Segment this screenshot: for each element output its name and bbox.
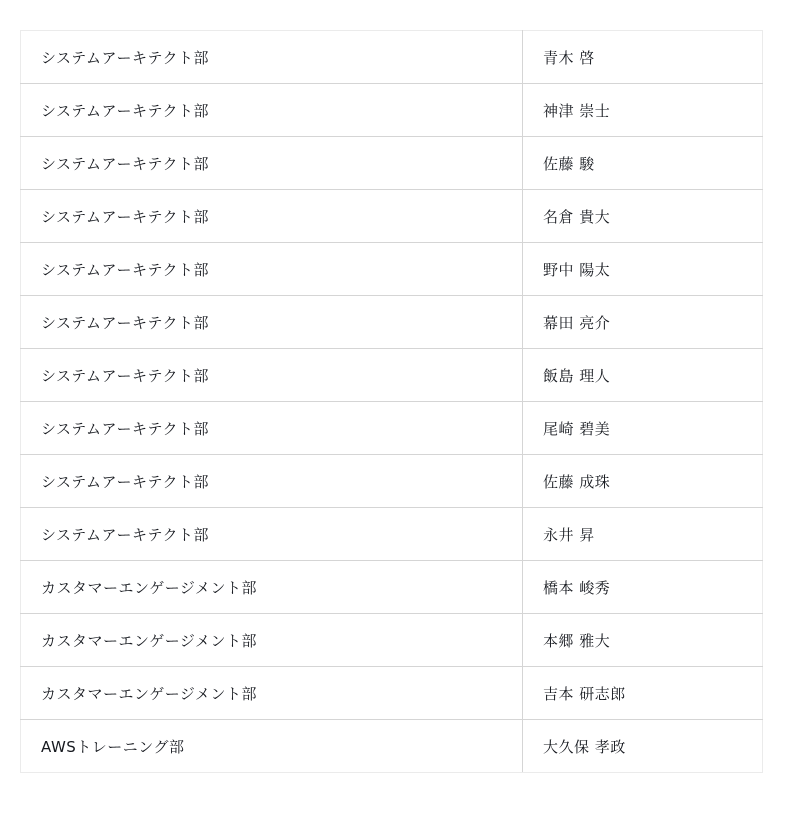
table-row <box>21 296 763 349</box>
member-name-cell: 永井 昇 <box>523 508 763 561</box>
member-name-cell: 尾崎 碧美 <box>523 402 763 455</box>
department-cell: システムアーキテクト部 <box>21 455 523 508</box>
table-row <box>21 508 763 561</box>
member-name-cell: 吉本 研志郎 <box>523 667 763 720</box>
member-name-cell: 神津 崇士 <box>523 84 763 137</box>
department-cell: システムアーキテクト部 <box>21 137 523 190</box>
member-name-cell: 大久保 孝政 <box>523 720 763 773</box>
member-name-cell: 幕田 亮介 <box>523 296 763 349</box>
table-row <box>21 455 763 508</box>
member-name-cell: 名倉 貴大 <box>523 190 763 243</box>
member-name-cell: 野中 陽太 <box>523 243 763 296</box>
member-name-cell: 佐藤 駿 <box>523 137 763 190</box>
table-row <box>21 190 763 243</box>
department-cell: システムアーキテクト部 <box>21 31 523 84</box>
department-cell: システムアーキテクト部 <box>21 296 523 349</box>
table-row <box>21 243 763 296</box>
department-cell: システムアーキテクト部 <box>21 84 523 137</box>
table-row <box>21 137 763 190</box>
department-cell: カスタマーエンゲージメント部 <box>21 561 523 614</box>
table-row <box>21 667 763 720</box>
department-cell: カスタマーエンゲージメント部 <box>21 614 523 667</box>
department-cell: システムアーキテクト部 <box>21 243 523 296</box>
member-name-cell: 本郷 雅大 <box>523 614 763 667</box>
table-row <box>21 614 763 667</box>
table-row <box>21 402 763 455</box>
table-row <box>21 31 763 84</box>
member-name-cell: 橋本 峻秀 <box>523 561 763 614</box>
table-row <box>21 349 763 402</box>
department-cell: システムアーキテクト部 <box>21 402 523 455</box>
department-cell: システムアーキテクト部 <box>21 190 523 243</box>
department-cell: システムアーキテクト部 <box>21 508 523 561</box>
member-name-cell: 青木 啓 <box>523 31 763 84</box>
member-name-cell: 佐藤 成珠 <box>523 455 763 508</box>
department-cell: システムアーキテクト部 <box>21 349 523 402</box>
table-row <box>21 720 763 773</box>
member-table <box>20 30 763 773</box>
member-table-body <box>21 31 763 773</box>
department-cell: AWSトレーニング部 <box>21 720 523 773</box>
table-row <box>21 561 763 614</box>
member-name-cell: 飯島 理人 <box>523 349 763 402</box>
table-row <box>21 84 763 137</box>
department-cell: カスタマーエンゲージメント部 <box>21 667 523 720</box>
